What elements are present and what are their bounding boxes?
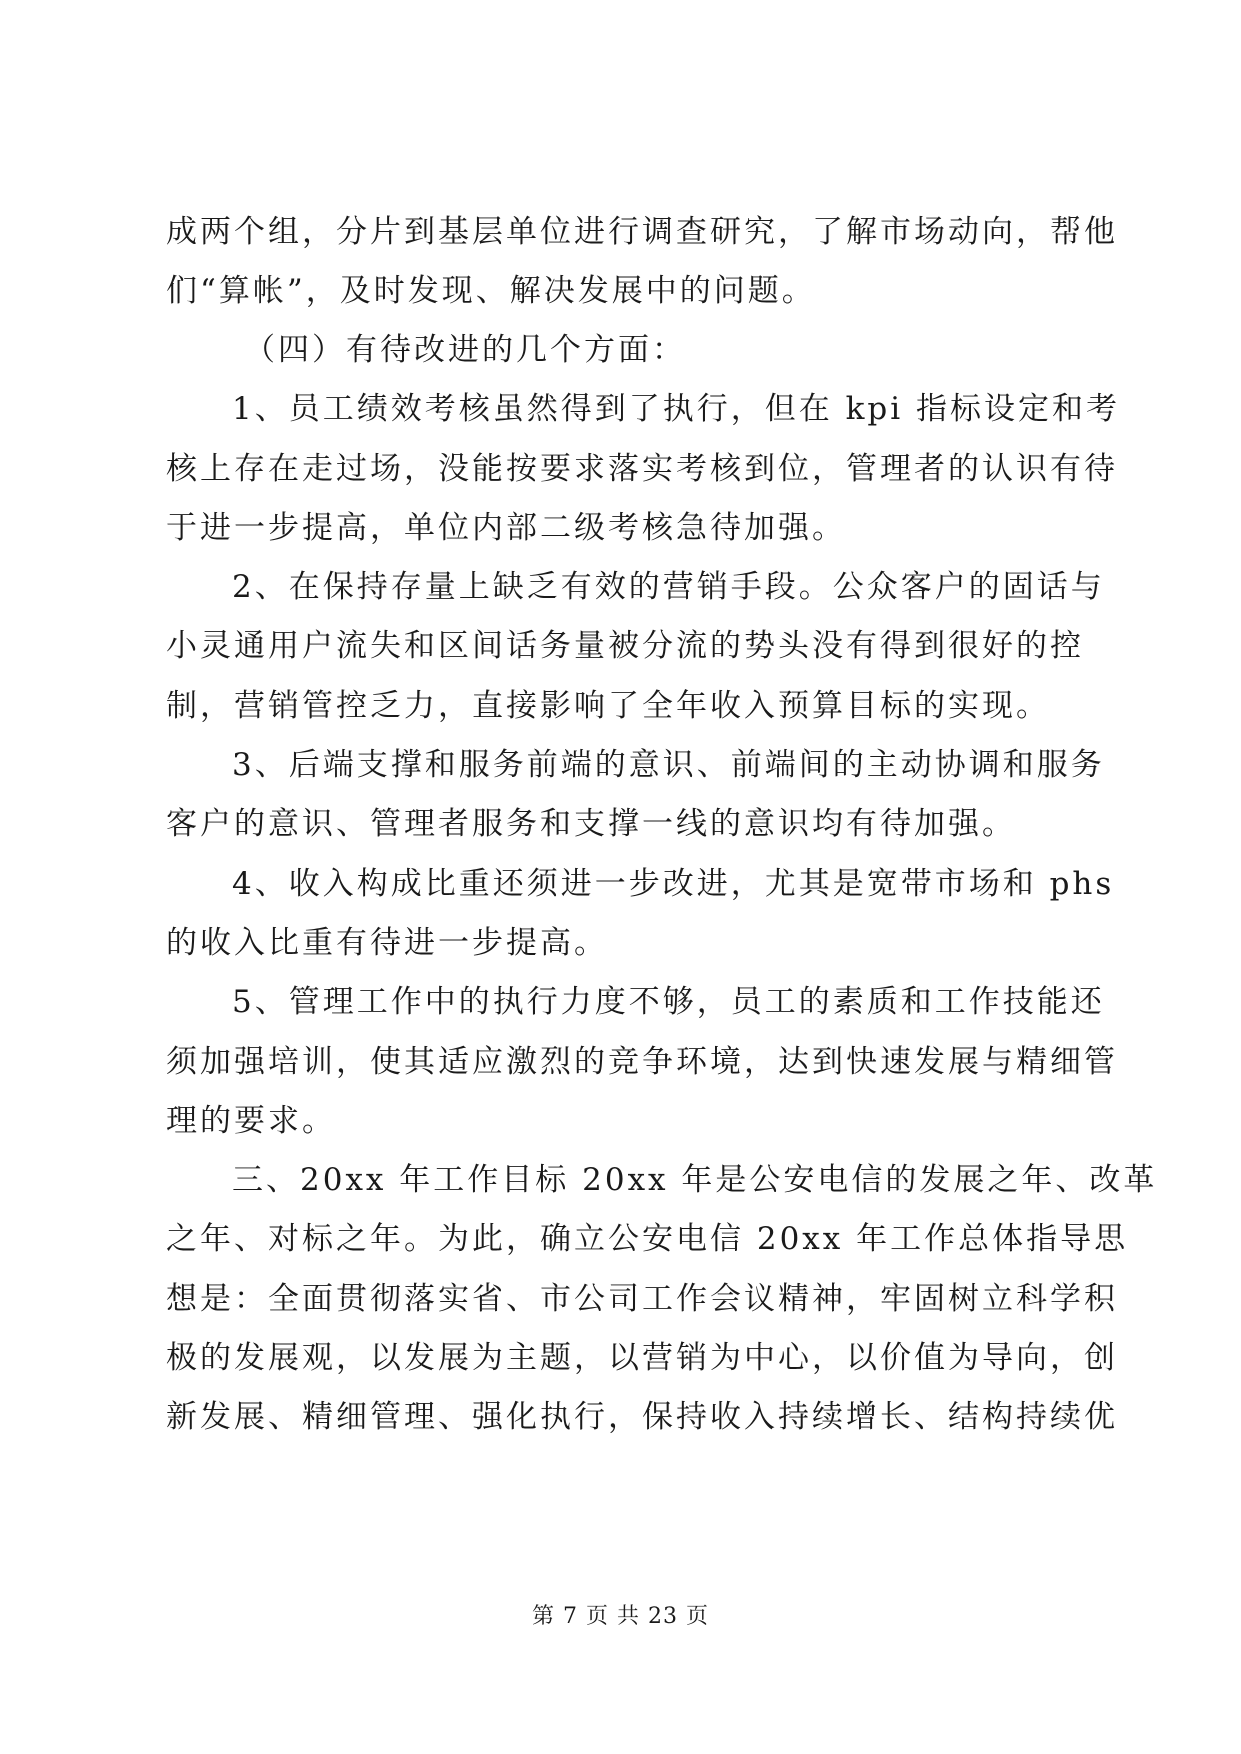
text-line: 想是：全面贯彻落实省、市公司工作会议精神，牢固树立科学积 bbox=[166, 1281, 1118, 1317]
text-line: 3、后端支撑和服务前端的意识、前端间的主动协调和服务 bbox=[232, 747, 1105, 783]
text-line: 新发展、精细管理、强化执行，保持收入持续增长、结构持续优 bbox=[166, 1399, 1118, 1435]
text-line: 客户的意识、管理者服务和支撑一线的意识均有待加强。 bbox=[166, 806, 1016, 842]
text-line: 小灵通用户流失和区间话务量被分流的势头没有得到很好的控 bbox=[166, 628, 1084, 664]
text-line: 成两个组，分片到基层单位进行调查研究，了解市场动向，帮他 bbox=[166, 214, 1118, 250]
text-line: 1、员工绩效考核虽然得到了执行，但在 kpi 指标设定和考 bbox=[232, 391, 1120, 427]
text-line: 之年、对标之年。为此，确立公安电信 20xx 年工作总体指导思 bbox=[166, 1221, 1129, 1257]
text-line: 4、收入构成比重还须进一步改进，尤其是宽带市场和 phs bbox=[232, 866, 1115, 902]
text-line: 制，营销管控乏力，直接影响了全年收入预算目标的实现。 bbox=[166, 688, 1050, 724]
text-line: 极的发展观，以发展为主题，以营销为中心，以价值为导向，创 bbox=[166, 1340, 1118, 1376]
text-line: 于进一步提高，单位内部二级考核急待加强。 bbox=[166, 510, 846, 546]
section-heading: （四）有待改进的几个方面： bbox=[244, 332, 686, 368]
text-line: 们“算帐”，及时发现、解决发展中的问题。 bbox=[166, 273, 816, 309]
text-line: 须加强培训，使其适应激烈的竞争环境，达到快速发展与精细管 bbox=[166, 1044, 1118, 1080]
page-number-footer: 第 7 页 共 23 页 bbox=[532, 1604, 709, 1629]
text-line: 三、20xx 年工作目标 20xx 年是公安电信的发展之年、改革 bbox=[232, 1162, 1158, 1198]
text-line: 的收入比重有待进一步提高。 bbox=[166, 925, 608, 961]
text-line: 5、管理工作中的执行力度不够，员工的素质和工作技能还 bbox=[232, 984, 1105, 1020]
text-line: 2、在保持存量上缺乏有效的营销手段。公众客户的固话与 bbox=[232, 569, 1105, 605]
text-line: 核上存在走过场，没能按要求落实考核到位，管理者的认识有待 bbox=[166, 451, 1118, 487]
text-line: 理的要求。 bbox=[166, 1103, 336, 1139]
